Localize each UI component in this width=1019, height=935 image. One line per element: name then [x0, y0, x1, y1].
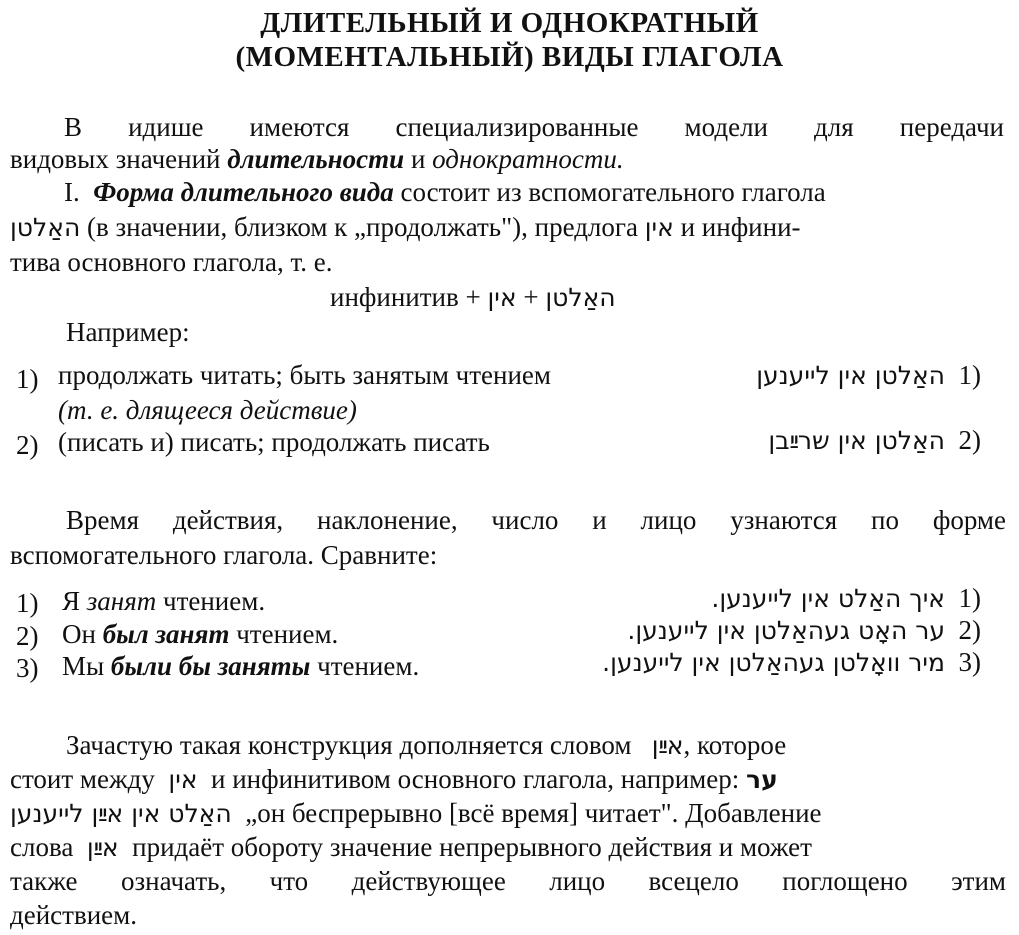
example2-ru: (писать и) писать; продолжать писать	[58, 427, 490, 457]
section1-label: Форма длительного вида	[93, 177, 394, 207]
section1-line-2: האַלטן (в значении, близком к „продолжать"), предлога אין и инфини-	[10, 212, 801, 242]
example1-ru-note: (т. е. длящееся действие)	[58, 395, 357, 425]
title-line-2: (МОМЕНТАЛЬНЫЙ) ВИДЫ ГЛАГОЛА	[235, 41, 784, 73]
intro-line-1: В идише имеются специализированные модели для передачи	[64, 112, 1004, 142]
term-duration: длительности	[227, 144, 405, 174]
ex2-1-ru: Я занят чтением.	[62, 586, 266, 616]
ex2-2-ru: Он был занят чтением.	[62, 619, 339, 649]
ex2-2-num: 2)	[16, 621, 39, 651]
para2-line-2: вспомогательного глагола. Сравните:	[10, 540, 438, 570]
example2-num: 2)	[16, 430, 39, 460]
ex2-1-num: 1)	[16, 588, 39, 618]
para3-line-4: слова אײַן придаёт обороту значение непрерывного действия и может	[10, 832, 812, 862]
term-single: однократности.	[432, 144, 624, 174]
example1-ru: продолжать читать; быть занятым чтением	[58, 360, 552, 390]
intro-line-2: видовых значений длительности и однократности.	[10, 144, 624, 174]
title-line-1: ДЛИТЕЛЬНЫЙ И ОДНОКРАТНЫЙ	[260, 7, 759, 39]
para3-line-1: Зачастую такая конструкция дополняется словом אײַן, которое	[66, 730, 787, 760]
hebrew-haltn: האַלטן	[10, 213, 81, 242]
ex2-1-hebrew: (1 איך האַלט אין לייענען.	[711, 583, 981, 613]
formula: инфинитив + אין + האַלטן	[330, 282, 616, 312]
example-label: Например:	[66, 317, 190, 347]
example1-num: 1)	[16, 364, 39, 394]
para3-line-3: האַלט אין אײַן לייענען „он беспрерывно [всё время] читает". Добавление	[10, 798, 822, 828]
section1-line-1: I. Форма длительного вида состоит из вспомогательного глагола	[64, 177, 826, 207]
para2-line-1: Время действия, наклонение, число и лицо узнаются по форме	[66, 505, 1006, 535]
ex2-3-num: 3)	[16, 653, 39, 683]
example2-hebrew: (2 האַלטן אין שרײַבן	[768, 425, 981, 455]
ex2-3-hebrew: (3 מיר וואָלטן געהאַלטן אין לייענען.	[602, 647, 981, 677]
section1-line-3: тива основного глагола, т. е.	[10, 247, 333, 277]
hebrew-in: אין	[644, 213, 674, 242]
para3-line-6: действием.	[10, 900, 137, 930]
para3-line-5: также означать, что действующее лицо всецело поглощено этим	[10, 866, 1006, 896]
ex2-2-hebrew: (2 ער האָט געהאַלטן אין לייענען.	[627, 615, 981, 645]
para3-line-2: стоит между אין и инфинитивом основного глагола, например: ער	[10, 764, 778, 794]
ex2-3-ru: Мы были бы заняты чтением.	[62, 651, 420, 681]
example1-hebrew: (1 האַלטן אין לייענען	[756, 360, 981, 390]
